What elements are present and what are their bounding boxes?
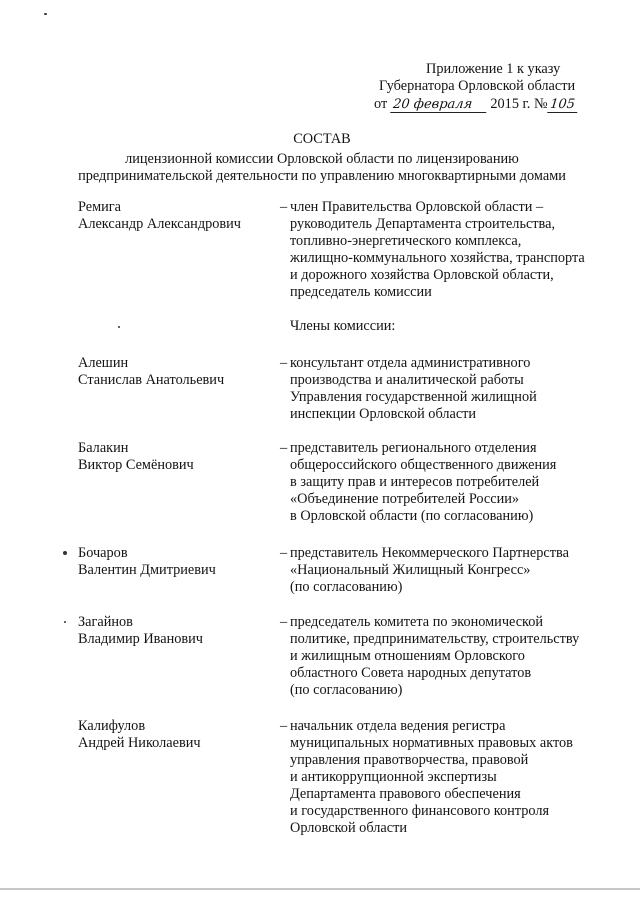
position-line: член Правительства Орловской области – <box>290 199 544 215</box>
position-line: жилищно-коммунального хозяйства, транспорта <box>290 250 585 266</box>
scan-speck <box>64 621 66 623</box>
given-names: Андрей Николаевич <box>78 735 201 751</box>
position-line: (по согласованию) <box>290 579 403 595</box>
document-subtitle <box>36 151 608 185</box>
position-line: (по согласованию) <box>290 682 403 698</box>
member-position <box>290 614 608 699</box>
number-prefix: № <box>533 96 548 112</box>
member-position <box>290 440 608 525</box>
position-line: политике, предпринимательству, строительству <box>290 631 580 647</box>
surname: Алешин <box>78 355 129 371</box>
surname: Загайнов <box>78 614 133 630</box>
surname: Бочаров <box>78 545 128 561</box>
given-names: Виктор Семёнович <box>78 457 194 473</box>
position-line: представитель регионального отделения <box>290 440 537 456</box>
position-line: начальник отдела ведения регистра <box>290 718 506 734</box>
dash: – <box>280 614 288 630</box>
position-line: Орловской области <box>290 820 407 836</box>
position-line: инспекции Орловской области <box>290 406 477 422</box>
position-line: областного Совета народных депутатов <box>290 665 532 681</box>
member-name <box>78 718 258 752</box>
position-line: и антикоррупционной экспертизы <box>290 769 497 785</box>
scan-edge-line <box>0 888 640 890</box>
position-line: в защиту прав и интересов потребителей <box>290 474 540 490</box>
position-line: топливно-энергетического комплекса, <box>290 233 522 249</box>
handwritten-date: 20 февраля <box>390 98 488 113</box>
surname: Ремига <box>78 199 122 215</box>
position-line: в Орловской области (по согласованию) <box>290 508 534 524</box>
scan-speck <box>118 326 120 328</box>
position-line: общероссийского общественного движения <box>290 457 557 473</box>
appendix-label: Приложение 1 к указу <box>426 61 561 77</box>
position-line: Департамента правового обеспечения <box>290 786 521 802</box>
position-line: Управления государственной жилищной <box>290 389 537 405</box>
position-line: председатель комиссии <box>290 284 432 300</box>
member-name <box>78 545 258 579</box>
given-names: Александр Александрович <box>78 216 241 232</box>
scan-speck <box>44 13 47 15</box>
position-line: производства и аналитической работы <box>290 372 524 388</box>
position-line: управления правотворчества, правовой <box>290 752 529 768</box>
member-position <box>290 355 608 423</box>
subtitle-line: лицензионной комиссии Орловской области по лицензированию <box>125 151 519 167</box>
member-name <box>78 614 258 648</box>
position-line: руководитель Департамента строительства, <box>290 216 556 232</box>
given-names: Владимир Иванович <box>78 631 203 647</box>
decree-issuer: Губернатора Орловской области <box>379 78 576 94</box>
decree-date-line <box>374 96 604 113</box>
given-names: Станислав Анатольевич <box>78 372 225 388</box>
dash: – <box>280 199 288 215</box>
handwritten-number: 105 <box>547 98 579 113</box>
surname: Балакин <box>78 440 129 456</box>
position-line: и государственного финансового контроля <box>290 803 550 819</box>
chairman-name <box>78 199 258 233</box>
document-header <box>374 61 604 113</box>
position-line: «Объединение потребителей России» <box>290 491 520 507</box>
document-title: СОСТАВ <box>293 131 351 147</box>
position-line: муниципальных нормативных правовых актов <box>290 735 573 751</box>
member-name <box>78 440 258 474</box>
position-line: председатель комитета по экономической <box>290 614 544 630</box>
dash: – <box>280 718 288 734</box>
position-line: и дорожного хозяйства Орловской области, <box>290 267 554 283</box>
member-name <box>78 355 258 389</box>
members-heading: Члены комиссии: <box>290 318 396 334</box>
dash: – <box>280 440 288 456</box>
position-line: представитель Некоммерческого Партнерства <box>290 545 569 561</box>
surname: Калифулов <box>78 718 146 734</box>
subtitle-line: предпринимательской деятельности по управлению многоквартирными домами <box>78 168 566 184</box>
position-line: «Национальный Жилищный Конгресс» <box>290 562 531 578</box>
position-line: и жилищным отношениям Орловского <box>290 648 525 664</box>
member-position <box>290 718 608 837</box>
dash: – <box>280 355 288 371</box>
dash: – <box>280 545 288 561</box>
scan-speck <box>63 551 67 555</box>
given-names: Валентин Дмитриевич <box>78 562 216 578</box>
position-line: консультант отдела административного <box>290 355 531 371</box>
chairman-position <box>290 199 608 301</box>
member-position <box>290 545 608 596</box>
date-prefix: от <box>374 96 388 112</box>
date-year: 2015 г. <box>490 96 531 112</box>
